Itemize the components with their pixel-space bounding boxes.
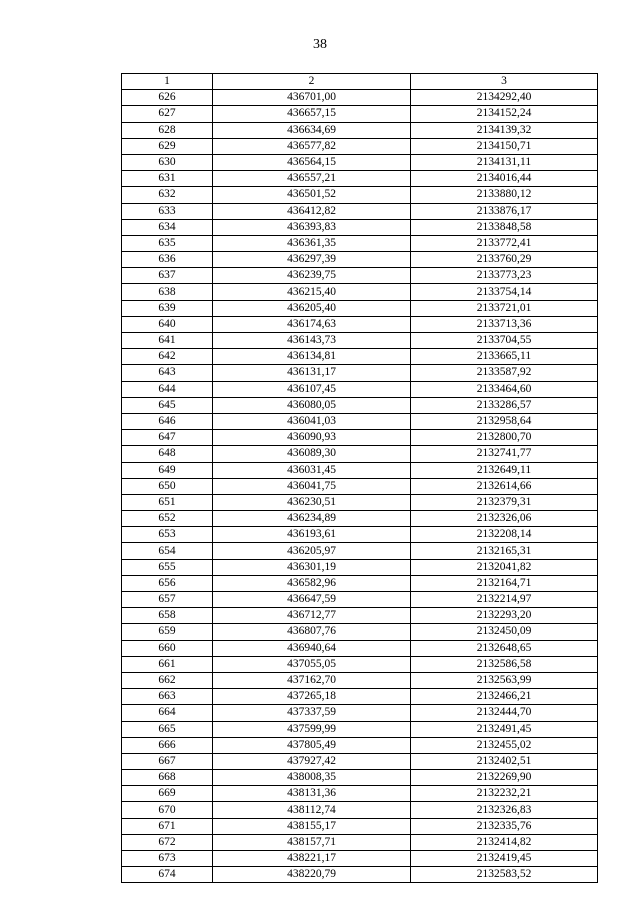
x-coordinate-cell: 436501,52 (213, 187, 411, 203)
x-coordinate-cell: 436234,89 (213, 511, 411, 527)
x-coordinate-cell: 438157,71 (213, 834, 411, 850)
y-coordinate-cell: 2132455,02 (411, 737, 598, 753)
y-coordinate-cell: 2132402,51 (411, 753, 598, 769)
table-row (122, 430, 598, 446)
point-number-cell: 640 (122, 316, 213, 332)
point-number-cell: 634 (122, 219, 213, 235)
y-coordinate-cell: 2132741,77 (411, 446, 598, 462)
point-number-cell: 673 (122, 851, 213, 867)
x-coordinate-cell: 436582,96 (213, 575, 411, 591)
x-coordinate-cell: 436134,81 (213, 349, 411, 365)
point-number-cell: 646 (122, 413, 213, 429)
y-coordinate-cell: 2132649,11 (411, 462, 598, 478)
y-coordinate-cell: 2133754,14 (411, 284, 598, 300)
x-coordinate-cell: 436215,40 (213, 284, 411, 300)
point-number-cell: 663 (122, 689, 213, 705)
table-row (122, 252, 598, 268)
x-coordinate-cell: 436301,19 (213, 559, 411, 575)
point-number-cell: 668 (122, 770, 213, 786)
table-row (122, 333, 598, 349)
point-number-cell: 665 (122, 721, 213, 737)
y-coordinate-cell: 2132379,31 (411, 494, 598, 510)
y-coordinate-cell: 2132444,70 (411, 705, 598, 721)
point-number-cell: 645 (122, 397, 213, 413)
point-number-cell: 627 (122, 106, 213, 122)
y-coordinate-cell: 2132450,09 (411, 624, 598, 640)
x-coordinate-cell: 436080,05 (213, 397, 411, 413)
x-coordinate-cell: 436174,63 (213, 316, 411, 332)
point-number-cell: 626 (122, 90, 213, 106)
x-coordinate-cell: 436205,97 (213, 543, 411, 559)
y-coordinate-cell: 2133772,41 (411, 235, 598, 251)
column-header-2: 2 (213, 74, 411, 90)
x-coordinate-cell: 436712,77 (213, 608, 411, 624)
point-number-cell: 649 (122, 462, 213, 478)
x-coordinate-cell: 438220,79 (213, 867, 411, 883)
table-row (122, 203, 598, 219)
table-row (122, 867, 598, 883)
x-coordinate-cell: 436143,73 (213, 333, 411, 349)
y-coordinate-cell: 2132583,52 (411, 867, 598, 883)
y-coordinate-cell: 2132293,20 (411, 608, 598, 624)
point-number-cell: 670 (122, 802, 213, 818)
table-row (122, 786, 598, 802)
y-coordinate-cell: 2133286,57 (411, 397, 598, 413)
table-row (122, 575, 598, 591)
x-coordinate-cell: 436131,17 (213, 365, 411, 381)
y-coordinate-cell: 2132269,90 (411, 770, 598, 786)
y-coordinate-cell: 2132586,58 (411, 656, 598, 672)
y-coordinate-cell: 2132958,64 (411, 413, 598, 429)
x-coordinate-cell: 436205,40 (213, 300, 411, 316)
point-number-cell: 654 (122, 543, 213, 559)
x-coordinate-cell: 436297,39 (213, 252, 411, 268)
table-row (122, 300, 598, 316)
y-coordinate-cell: 2133587,92 (411, 365, 598, 381)
x-coordinate-cell: 437805,49 (213, 737, 411, 753)
point-number-cell: 633 (122, 203, 213, 219)
x-coordinate-cell: 436577,82 (213, 138, 411, 154)
point-number-cell: 647 (122, 430, 213, 446)
point-number-cell: 667 (122, 753, 213, 769)
y-coordinate-cell: 2132041,82 (411, 559, 598, 575)
point-number-cell: 644 (122, 381, 213, 397)
table-row (122, 543, 598, 559)
y-coordinate-cell: 2132164,71 (411, 575, 598, 591)
x-coordinate-cell: 436031,45 (213, 462, 411, 478)
table-row (122, 235, 598, 251)
table-row (122, 381, 598, 397)
table-row (122, 851, 598, 867)
table-row (122, 527, 598, 543)
table-row (122, 608, 598, 624)
point-number-cell: 642 (122, 349, 213, 365)
table-row (122, 284, 598, 300)
point-number-cell: 671 (122, 818, 213, 834)
x-coordinate-cell: 436412,82 (213, 203, 411, 219)
table-row (122, 834, 598, 850)
table-row (122, 753, 598, 769)
point-number-cell: 652 (122, 511, 213, 527)
point-number-cell: 653 (122, 527, 213, 543)
point-number-cell: 636 (122, 252, 213, 268)
x-coordinate-cell: 436393,83 (213, 219, 411, 235)
x-coordinate-cell: 436041,03 (213, 413, 411, 429)
point-number-cell: 628 (122, 122, 213, 138)
table-row (122, 106, 598, 122)
table-row (122, 138, 598, 154)
y-coordinate-cell: 2132466,21 (411, 689, 598, 705)
point-number-cell: 641 (122, 333, 213, 349)
table-row (122, 721, 598, 737)
x-coordinate-cell: 436657,15 (213, 106, 411, 122)
table-row (122, 462, 598, 478)
x-coordinate-cell: 436239,75 (213, 268, 411, 284)
x-coordinate-cell: 438155,17 (213, 818, 411, 834)
y-coordinate-cell: 2132326,83 (411, 802, 598, 818)
coordinates-table (121, 73, 598, 883)
point-number-cell: 650 (122, 478, 213, 494)
table-row (122, 268, 598, 284)
point-number-cell: 666 (122, 737, 213, 753)
table-row (122, 802, 598, 818)
y-coordinate-cell: 2133704,55 (411, 333, 598, 349)
y-coordinate-cell: 2134150,71 (411, 138, 598, 154)
y-coordinate-cell: 2133721,01 (411, 300, 598, 316)
x-coordinate-cell: 436940,64 (213, 640, 411, 656)
x-coordinate-cell: 436230,51 (213, 494, 411, 510)
y-coordinate-cell: 2133848,58 (411, 219, 598, 235)
x-coordinate-cell: 437927,42 (213, 753, 411, 769)
y-coordinate-cell: 2132214,97 (411, 592, 598, 608)
table-row (122, 592, 598, 608)
point-number-cell: 648 (122, 446, 213, 462)
point-number-cell: 651 (122, 494, 213, 510)
y-coordinate-cell: 2132165,31 (411, 543, 598, 559)
y-coordinate-cell: 2132419,45 (411, 851, 598, 867)
y-coordinate-cell: 2132563,99 (411, 672, 598, 688)
y-coordinate-cell: 2133713,36 (411, 316, 598, 332)
y-coordinate-cell: 2132208,14 (411, 527, 598, 543)
y-coordinate-cell: 2134152,24 (411, 106, 598, 122)
point-number-cell: 674 (122, 867, 213, 883)
x-coordinate-cell: 436361,35 (213, 235, 411, 251)
point-number-cell: 655 (122, 559, 213, 575)
point-number-cell: 631 (122, 171, 213, 187)
x-coordinate-cell: 436041,75 (213, 478, 411, 494)
y-coordinate-cell: 2132800,70 (411, 430, 598, 446)
y-coordinate-cell: 2133665,11 (411, 349, 598, 365)
column-header-1: 1 (122, 74, 213, 90)
y-coordinate-cell: 2132614,66 (411, 478, 598, 494)
table-row (122, 818, 598, 834)
y-coordinate-cell: 2133773,23 (411, 268, 598, 284)
y-coordinate-cell: 2132648,65 (411, 640, 598, 656)
table-row (122, 478, 598, 494)
column-header-3: 3 (411, 74, 598, 90)
table-row (122, 365, 598, 381)
y-coordinate-cell: 2132335,76 (411, 818, 598, 834)
table-row (122, 559, 598, 575)
table-row (122, 397, 598, 413)
table-row (122, 316, 598, 332)
table-row (122, 219, 598, 235)
x-coordinate-cell: 437265,18 (213, 689, 411, 705)
y-coordinate-cell: 2133760,29 (411, 252, 598, 268)
point-number-cell: 639 (122, 300, 213, 316)
point-number-cell: 656 (122, 575, 213, 591)
table-row (122, 689, 598, 705)
y-coordinate-cell: 2134016,44 (411, 171, 598, 187)
table-row (122, 737, 598, 753)
table-row (122, 154, 598, 170)
page-number: 38 (313, 37, 327, 52)
x-coordinate-cell: 436701,00 (213, 90, 411, 106)
table-row (122, 770, 598, 786)
x-coordinate-cell: 437337,59 (213, 705, 411, 721)
point-number-cell: 661 (122, 656, 213, 672)
point-number-cell: 632 (122, 187, 213, 203)
point-number-cell: 662 (122, 672, 213, 688)
point-number-cell: 672 (122, 834, 213, 850)
table-row (122, 413, 598, 429)
y-coordinate-cell: 2133464,60 (411, 381, 598, 397)
y-coordinate-cell: 2133876,17 (411, 203, 598, 219)
x-coordinate-cell: 436089,30 (213, 446, 411, 462)
x-coordinate-cell: 436647,59 (213, 592, 411, 608)
table-row (122, 705, 598, 721)
y-coordinate-cell: 2132414,82 (411, 834, 598, 850)
x-coordinate-cell: 437162,70 (213, 672, 411, 688)
y-coordinate-cell: 2132491,45 (411, 721, 598, 737)
x-coordinate-cell: 438112,74 (213, 802, 411, 818)
point-number-cell: 669 (122, 786, 213, 802)
table-row (122, 672, 598, 688)
x-coordinate-cell: 436107,45 (213, 381, 411, 397)
point-number-cell: 664 (122, 705, 213, 721)
table-row (122, 640, 598, 656)
table-row (122, 511, 598, 527)
table-row (122, 171, 598, 187)
table-row (122, 122, 598, 138)
table-row (122, 656, 598, 672)
x-coordinate-cell: 438221,17 (213, 851, 411, 867)
point-number-cell: 657 (122, 592, 213, 608)
point-number-cell: 643 (122, 365, 213, 381)
table-row (122, 90, 598, 106)
table-row (122, 349, 598, 365)
point-number-cell: 658 (122, 608, 213, 624)
x-coordinate-cell: 436090,93 (213, 430, 411, 446)
x-coordinate-cell: 436634,69 (213, 122, 411, 138)
y-coordinate-cell: 2134131,11 (411, 154, 598, 170)
table-header-row (122, 74, 598, 90)
x-coordinate-cell: 436564,15 (213, 154, 411, 170)
table-body (122, 90, 598, 883)
x-coordinate-cell: 437599,99 (213, 721, 411, 737)
y-coordinate-cell: 2134139,32 (411, 122, 598, 138)
table-row (122, 494, 598, 510)
point-number-cell: 660 (122, 640, 213, 656)
point-number-cell: 637 (122, 268, 213, 284)
point-number-cell: 638 (122, 284, 213, 300)
x-coordinate-cell: 436193,61 (213, 527, 411, 543)
x-coordinate-cell: 438131,36 (213, 786, 411, 802)
y-coordinate-cell: 2134292,40 (411, 90, 598, 106)
table-row (122, 446, 598, 462)
x-coordinate-cell: 438008,35 (213, 770, 411, 786)
y-coordinate-cell: 2133880,12 (411, 187, 598, 203)
point-number-cell: 659 (122, 624, 213, 640)
point-number-cell: 635 (122, 235, 213, 251)
x-coordinate-cell: 437055,05 (213, 656, 411, 672)
y-coordinate-cell: 2132326,06 (411, 511, 598, 527)
x-coordinate-cell: 436557,21 (213, 171, 411, 187)
point-number-cell: 630 (122, 154, 213, 170)
point-number-cell: 629 (122, 138, 213, 154)
y-coordinate-cell: 2132232,21 (411, 786, 598, 802)
x-coordinate-cell: 436807,76 (213, 624, 411, 640)
table-row (122, 624, 598, 640)
table-row (122, 187, 598, 203)
